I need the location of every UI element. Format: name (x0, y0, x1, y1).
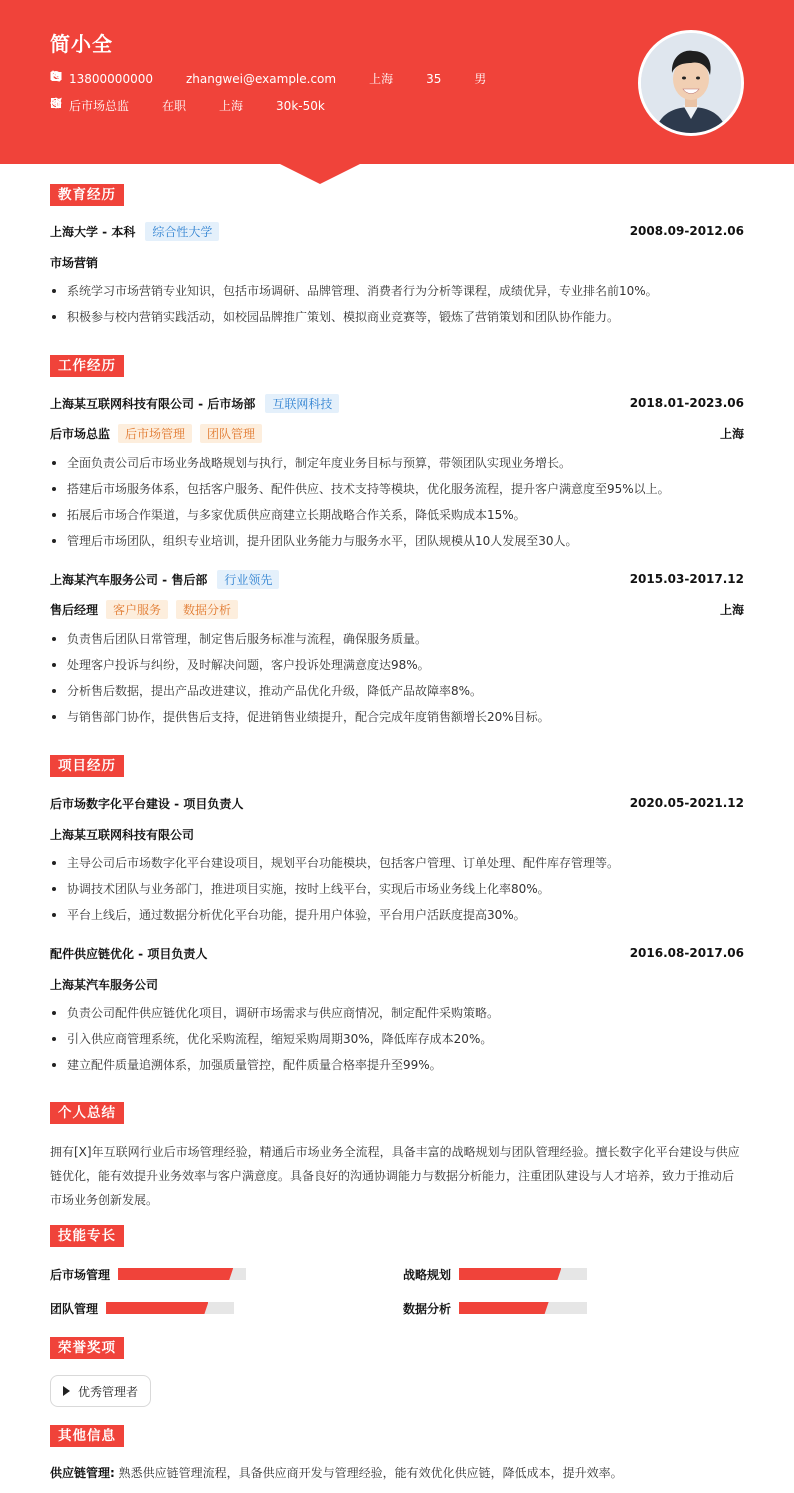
skill-name: 战略规划 (403, 1267, 452, 1282)
project-period: 2020.05-2021.12 (629, 796, 744, 810)
section-divider (50, 1436, 744, 1437)
skill-tag: 客户服务 (106, 600, 168, 619)
skill-name: 后市场管理 (50, 1267, 111, 1282)
status-item (143, 97, 186, 114)
section-divider (50, 195, 744, 196)
list-item: 管理后市场团队，组织专业培训，提升团队业务能力与服务水平，团队规模从10人发展至30人。 (50, 531, 744, 557)
job-position-row (50, 599, 744, 619)
section-title: 其他信息 (50, 1425, 124, 1447)
skill-item (50, 1300, 234, 1316)
project-header (50, 943, 744, 963)
section-title: 项目经历 (50, 755, 124, 777)
list-item: 分析售后数据，提出产品改进建议，推动产品优化升级，降低产品故障率8%。 (50, 681, 744, 707)
email-item (167, 72, 336, 86)
education-major: 市场营销 (50, 256, 99, 270)
job-bullets (50, 629, 744, 733)
money-icon (257, 100, 269, 112)
skill-name: 团队管理 (50, 1301, 99, 1316)
list-item: 负责售后团队日常管理，制定售后服务标准与流程，确保服务质量。 (50, 629, 744, 655)
section-title: 个人总结 (50, 1102, 124, 1124)
age-item (407, 72, 441, 86)
skill-item (403, 1300, 587, 1316)
project-period: 2016.08-2017.06 (629, 946, 744, 960)
other-info (50, 1464, 623, 1481)
contact-row (50, 70, 500, 87)
education-header (50, 221, 744, 241)
resume-header (0, 0, 794, 184)
hometown-text: 上海 (369, 72, 394, 86)
section-title: 荣誉奖项 (50, 1337, 124, 1359)
section-skills (50, 1225, 744, 1247)
skill-bar-fill (106, 1302, 208, 1314)
skill-tag: 后市场管理 (118, 424, 192, 443)
section-divider (50, 1236, 744, 1237)
salary-item (257, 99, 325, 113)
section-projects (50, 755, 744, 777)
age-text: 35 (426, 71, 442, 86)
job-city: 上海 (719, 426, 744, 441)
mail-icon (167, 73, 179, 85)
skill-bar (459, 1302, 587, 1314)
section-work (50, 355, 744, 377)
job-period: 2018.01-2023.06 (629, 396, 744, 410)
job-period: 2015.03-2017.12 (629, 572, 744, 586)
section-summary (50, 1102, 744, 1124)
section-title: 教育经历 (50, 184, 124, 206)
job-position-row (50, 423, 744, 443)
list-item: 全面负责公司后市场业务战略规划与执行，制定年度业务目标与预算，带领团队实现业务增长。 (50, 453, 744, 479)
project-company: 上海某汽车服务公司 (50, 978, 159, 992)
skill-bar-fill (459, 1268, 561, 1280)
list-item: 引入供应商管理系统，优化采购流程，缩短采购周期30%，降低库存成本20%。 (50, 1029, 744, 1055)
award-label: 优秀管理者 (78, 1384, 139, 1399)
skill-tag: 团队管理 (200, 424, 262, 443)
email-text: zhangwei@example.com (185, 71, 337, 86)
list-item: 平台上线后，通过数据分析优化平台功能，提升用户体验，平台用户活跃度提高30%。 (50, 905, 744, 931)
hometown-item (350, 70, 393, 87)
other-info-text: 熟悉供应链管理流程，具备供应商开发与管理经验，能有效优化供应链，降低成本，提升效率。 (118, 1466, 623, 1480)
project-name: 配件供应链优化 - 项目负责人 (50, 946, 208, 961)
play-icon (63, 1386, 70, 1396)
section-education (50, 184, 744, 206)
salary-text: 30k-50k (276, 98, 325, 113)
gender-icon (455, 73, 467, 85)
phone-item (50, 72, 153, 86)
gender-text: 男 (474, 72, 487, 86)
summary-text: 拥有[X]年互联网行业后市场管理经验，精通后市场业务全流程，具备丰富的战略规划与团队管理经验。擅长数字化平台建设与供应链优化，能有效提升业务效率与客户满意度。具备良好的沟通协调能力与数据分析能力，注重团队建设与人才培养，致力于推动后市场业务创新发展。 (50, 1145, 740, 1207)
avatar-photo (641, 33, 741, 133)
education-period: 2008.09-2012.06 (629, 224, 744, 238)
section-divider (50, 766, 744, 767)
skill-item (403, 1266, 587, 1282)
skill-bar (459, 1268, 587, 1280)
school-tag: 综合性大学 (145, 222, 219, 241)
section-title: 工作经历 (50, 355, 124, 377)
phone-text: 13800000000 (69, 71, 153, 86)
skill-bar-fill (118, 1268, 233, 1280)
job-position: 售后经理 (50, 602, 99, 617)
section-title: 技能专长 (50, 1225, 124, 1247)
section-other (50, 1425, 744, 1447)
project-name: 后市场数字化平台建设 - 项目负责人 (50, 796, 244, 811)
skill-name: 数据分析 (403, 1301, 452, 1316)
list-item: 与销售部门协作，提供售后支持，促进销售业绩提升，配合完成年度销售额增长20%目标。 (50, 707, 744, 733)
list-item: 主导公司后市场数字化平台建设项目，规划平台功能模块，包括客户管理、订单处理、配件库存管理等。 (50, 853, 744, 879)
list-item: 建立配件质量追溯体系，加强质量管控，配件质量合格率提升至99%。 (50, 1055, 744, 1081)
section-honors (50, 1337, 744, 1359)
job-header (50, 393, 744, 413)
target-city-item (200, 97, 243, 114)
section-divider (50, 1113, 744, 1114)
project-header (50, 793, 744, 813)
skill-bar-fill (459, 1302, 549, 1314)
company-tag: 行业领先 (217, 570, 279, 589)
skill-bar (106, 1302, 234, 1314)
avatar (638, 30, 744, 136)
education-bullets (50, 281, 744, 333)
target-city-text: 上海 (219, 99, 244, 113)
skill-bar (118, 1268, 246, 1280)
school-name: 上海大学 - 本科 (50, 224, 136, 239)
list-item: 拓展后市场合作渠道，与多家优质供应商建立长期战略合作关系，降低采购成本15%。 (50, 505, 744, 531)
company-tag: 互联网科技 (265, 394, 339, 413)
project-bullets (50, 1003, 744, 1081)
target-position-text: 后市场总监 (69, 99, 130, 113)
building-icon (200, 100, 212, 112)
candidate-name: 简小全 (50, 32, 113, 56)
sun-icon (143, 100, 155, 112)
company-name: 上海某汽车服务公司 - 售后部 (50, 572, 208, 587)
section-divider (50, 366, 744, 367)
company-name: 上海某互联网科技有限公司 - 后市场部 (50, 396, 256, 411)
skill-tag: 数据分析 (176, 600, 238, 619)
job-header (50, 569, 744, 589)
home-icon (350, 73, 362, 85)
other-info-label: 供应链管理: (50, 1466, 115, 1480)
section-divider (50, 1348, 744, 1349)
job-intent-row (50, 97, 339, 114)
status-text: 在职 (162, 99, 187, 113)
cake-icon (407, 73, 419, 85)
award-item[interactable] (50, 1375, 151, 1407)
list-item: 负责公司配件供应链优化项目，调研市场需求与供应商情况，制定配件采购策略。 (50, 1003, 744, 1029)
list-item: 积极参与校内营销实践活动，如校园品牌推广策划、模拟商业竞赛等，锻炼了营销策划和团队协作能力。 (50, 307, 744, 333)
project-bullets (50, 853, 744, 931)
list-item: 系统学习市场营销专业知识，包括市场调研、品牌管理、消费者行为分析等课程，成绩优异，专业排名前10%。 (50, 281, 744, 307)
list-item: 搭建后市场服务体系，包括客户服务、配件供应、技术支持等模块，优化服务流程，提升客户满意度至95%以上。 (50, 479, 744, 505)
gender-item (455, 70, 486, 87)
job-city: 上海 (719, 602, 744, 617)
job-bullets (50, 453, 744, 557)
list-item: 处理客户投诉与纠纷，及时解决问题，客户投诉处理满意度达98%。 (50, 655, 744, 681)
skill-item (50, 1266, 246, 1282)
job-position: 后市场总监 (50, 426, 111, 441)
project-company: 上海某互联网科技有限公司 (50, 828, 195, 842)
list-item: 协调技术团队与业务部门，推进项目实施，按时上线平台，实现后市场业务线上化率80%。 (50, 879, 744, 905)
